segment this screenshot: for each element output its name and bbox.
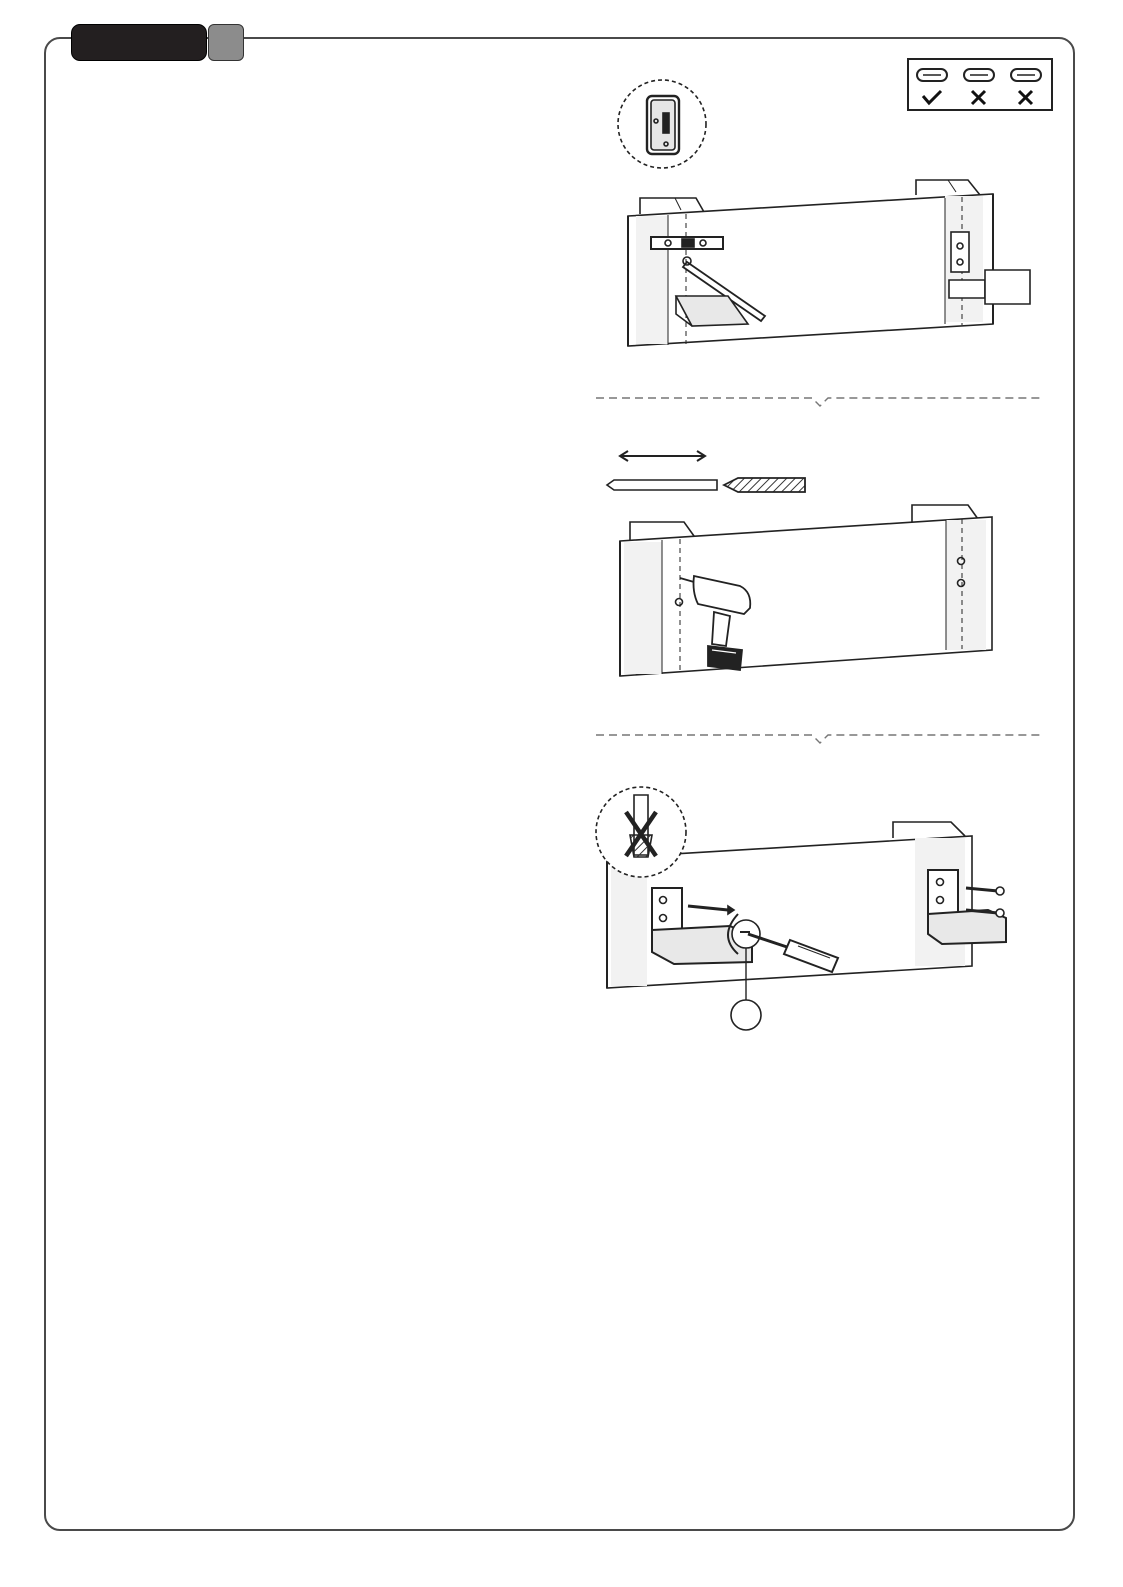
separator bbox=[596, 398, 1040, 406]
bracket-detail-icon bbox=[647, 96, 679, 154]
step-mark-holes bbox=[618, 80, 1030, 346]
drill-bit-icon bbox=[607, 480, 717, 490]
callout-circle bbox=[731, 1000, 761, 1030]
separator bbox=[596, 735, 1040, 743]
step-screw-brackets bbox=[596, 787, 1006, 1030]
step-drill-holes bbox=[607, 451, 992, 676]
